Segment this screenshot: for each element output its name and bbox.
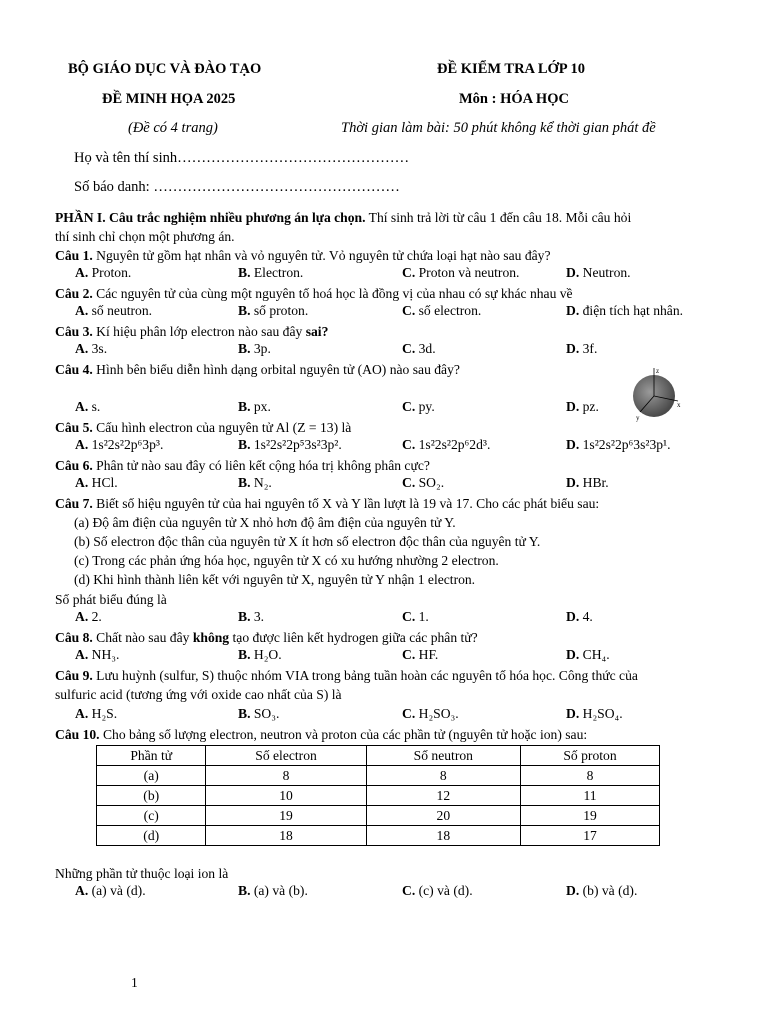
option-b[interactable]: B. Electron. — [238, 265, 304, 280]
question-label: Câu 1. — [55, 248, 93, 263]
ministry-title: BỘ GIÁO DỤC VÀ ĐÀO TẠO — [68, 61, 262, 77]
option-d[interactable]: D. điện tích hạt nhân. — [566, 303, 684, 318]
option-b[interactable]: B. 1s²2s²2p⁵3s²3p². — [238, 437, 342, 452]
part1-instruction-cont: thí sinh chỉ chọn một phương án. — [55, 229, 235, 244]
question-text: Biết số hiệu nguyên tử của hai nguyên tố X và Y lần lượt là 19 và 17. Cho các phát biểu sau: — [92, 496, 600, 511]
option-b[interactable]: B. 3p. — [238, 341, 271, 356]
question-6-options — [55, 475, 731, 494]
x-axis-label: x — [677, 401, 681, 409]
exam-title: ĐỀ KIỂM TRA LỚP 10 — [437, 61, 585, 77]
option-c[interactable]: C. HF. — [402, 647, 439, 662]
table-row — [97, 766, 660, 786]
question-8 — [55, 628, 731, 647]
option-b[interactable]: B. (a) và (b). — [238, 883, 308, 898]
question-7-options — [55, 609, 731, 628]
table-header-row — [97, 746, 660, 766]
question-10 — [55, 725, 731, 744]
option-b[interactable]: B. H₂O. — [238, 647, 282, 662]
table-cell: 19 — [206, 806, 366, 826]
exam-sample-title: ĐỀ MINH HỌA 2025 — [102, 91, 236, 107]
option-a[interactable]: A. s. — [75, 399, 101, 414]
statement-d: (d) Khi hình thành liên kết với nguyên tử X, nguyên tử Y nhận 1 electron. — [74, 572, 476, 587]
question-7 — [55, 494, 731, 513]
question-1-options — [55, 265, 731, 284]
statement-a: (a) Độ âm điện của nguyên tử X nhỏ hơn độ âm điện của nguyên tử Y. — [74, 515, 456, 530]
option-d[interactable]: D. H₂SO₄. — [566, 706, 623, 721]
table-cell: 20 — [366, 806, 520, 826]
option-c[interactable]: C. số electron. — [402, 303, 482, 318]
question-6 — [55, 456, 731, 475]
question-text: Chất nào sau đây — [92, 630, 193, 645]
question-2 — [55, 284, 731, 303]
table-cell: (c) — [97, 806, 206, 826]
option-c[interactable]: C. (c) và (d). — [402, 883, 473, 898]
option-a[interactable]: A. (a) và (d). — [75, 883, 146, 898]
option-b[interactable]: B. px. — [238, 399, 271, 414]
option-c[interactable]: C. H₂SO₃. — [402, 706, 459, 721]
question-9 — [55, 666, 731, 685]
question-emphasis: sai? — [305, 324, 329, 339]
question-label: Câu 6. — [55, 458, 93, 473]
table-cell: 18 — [206, 826, 366, 846]
question-text: Kí hiệu phân lớp electron nào sau đây — [92, 324, 306, 339]
orbital-figure — [620, 366, 684, 422]
candidate-id-line: Số báo danh: …………………………………………… — [74, 179, 400, 195]
question-3 — [55, 322, 731, 341]
question-label: Câu 8. — [55, 630, 93, 645]
question-9-text-cont: sulfuric acid (tương ứng với oxide cao nhất của S) là — [55, 687, 342, 702]
table-row — [97, 826, 660, 846]
table-cell: 8 — [206, 766, 366, 786]
table-header: Số neutron — [366, 746, 520, 766]
part1-heading — [55, 208, 731, 227]
option-a[interactable]: A. NH₃. — [75, 647, 120, 662]
question-text: Hình bên biểu diễn hình dạng orbital nguyên tử (AO) nào sau đây? — [92, 362, 460, 377]
table-header: Số proton — [521, 746, 660, 766]
question-text: Các nguyên tử của cùng một nguyên tố hoá học là đồng vị của nhau có sự khác nhau về — [92, 286, 573, 301]
option-b[interactable]: B. 3. — [238, 609, 265, 624]
candidate-name-line: Họ và tên thí sinh………………………………………… — [74, 150, 410, 166]
table-row — [97, 786, 660, 806]
question-emphasis: không — [192, 630, 230, 645]
question-1 — [55, 246, 731, 265]
page-number: 1 — [131, 975, 138, 990]
question-text: Nguyên tử gồm hạt nhân và vỏ nguyên tử. Vỏ nguyên tử chứa loại hạt nào sau đây? — [92, 248, 551, 263]
y-axis-label: y — [636, 414, 640, 422]
option-c[interactable]: C. py. — [402, 399, 435, 414]
question-text: Phân tử nào sau đây có liên kết cộng hóa trị không phân cực? — [92, 458, 430, 473]
table-cell: 18 — [366, 826, 520, 846]
option-b[interactable]: B. SO₃. — [238, 706, 280, 721]
question-text-cont: tạo được liên kết hydrogen giữa các phân tử? — [229, 630, 478, 645]
question-8-options — [55, 647, 731, 666]
part1-title: PHẦN I. Câu trắc nghiệm nhiều phương án lựa chọn. — [55, 210, 366, 225]
option-d[interactable]: D. 3f. — [566, 341, 598, 356]
option-d[interactable]: D. Neutron. — [566, 265, 631, 280]
question-5 — [55, 418, 731, 437]
table-row — [97, 806, 660, 826]
option-d[interactable]: D. 4. — [566, 609, 593, 624]
statement-b: (b) Số electron độc thân của nguyên tử X ít hơn số electron độc thân của nguyên tử Y. — [74, 534, 541, 549]
time-note: Thời gian làm bài: 50 phút không kể thời gian phát đề — [341, 120, 656, 136]
table-cell: 12 — [366, 786, 520, 806]
option-c[interactable]: C. 3d. — [402, 341, 436, 356]
table-cell: 17 — [521, 826, 660, 846]
question-9-options — [55, 706, 731, 725]
question-label: Câu 10. — [55, 727, 100, 742]
option-c[interactable]: C. 1. — [402, 609, 429, 624]
option-d[interactable]: D. (b) và (d). — [566, 883, 638, 898]
option-a[interactable]: A. H₂S. — [75, 706, 118, 721]
z-axis-label: z — [656, 367, 660, 375]
question-5-options — [55, 437, 731, 456]
question-7-prompt: Số phát biểu đúng là — [55, 592, 167, 607]
option-d[interactable]: D. CH₄. — [566, 647, 610, 662]
option-c[interactable]: C. Proton và neutron. — [402, 265, 520, 280]
question-label: Câu 4. — [55, 362, 93, 377]
question-2-options — [55, 303, 731, 322]
table-cell: (a) — [97, 766, 206, 786]
option-c[interactable]: C. 1s²2s²2p⁶2d³. — [402, 437, 491, 452]
page-count-note: (Đề có 4 trang) — [128, 120, 218, 136]
table-cell: 19 — [521, 806, 660, 826]
option-b[interactable]: B. N₂. — [238, 475, 272, 490]
question-label: Câu 9. — [55, 668, 93, 683]
table-cell: 11 — [521, 786, 660, 806]
option-a[interactable]: A. HCl. — [75, 475, 118, 490]
table-cell: (d) — [97, 826, 206, 846]
option-a[interactable]: A. Proton. — [75, 265, 132, 280]
question-text: Cho bảng số lượng electron, neutron và proton của các phần tử (nguyên tử hoặc ion) sau: — [99, 727, 588, 742]
table-cell: 10 — [206, 786, 366, 806]
question-3-options — [55, 341, 731, 360]
option-b[interactable]: B. số proton. — [238, 303, 309, 318]
table-cell: (b) — [97, 786, 206, 806]
question-text: Cấu hình electron của nguyên tử Al (Z = 13) là — [92, 420, 352, 435]
question-10-options — [55, 883, 731, 902]
part1-instruction: Thí sinh trả lời từ câu 1 đến câu 18. Mỗi câu hỏi — [365, 210, 632, 225]
particle-table — [96, 745, 660, 846]
table-header: Phần tử — [97, 746, 206, 766]
statement-c: (c) Trong các phản ứng hóa học, nguyên tử X có xu hướng nhường 2 electron. — [74, 553, 499, 568]
option-d[interactable]: D. HBr. — [566, 475, 609, 490]
question-label: Câu 3. — [55, 324, 93, 339]
table-cell: 8 — [366, 766, 520, 786]
option-a[interactable]: A. 3s. — [75, 341, 108, 356]
option-c[interactable]: C. SO₂. — [402, 475, 445, 490]
option-d[interactable]: D. pz. — [566, 399, 599, 414]
question-label: Câu 5. — [55, 420, 93, 435]
option-a[interactable]: A. số neutron. — [75, 303, 153, 318]
subject-title: Môn : HÓA HỌC — [459, 91, 569, 107]
option-a[interactable]: A. 1s²2s²2p⁶3p³. — [75, 437, 164, 452]
table-cell: 8 — [521, 766, 660, 786]
question-label: Câu 2. — [55, 286, 93, 301]
option-a[interactable]: A. 2. — [75, 609, 102, 624]
option-d[interactable]: D. 1s²2s²2p⁶3s²3p¹. — [566, 437, 671, 452]
table-header: Số electron — [206, 746, 366, 766]
question-10-prompt: Những phần tử thuộc loại ion là — [55, 866, 229, 881]
question-label: Câu 7. — [55, 496, 93, 511]
question-text: Lưu huỳnh (sulfur, S) thuộc nhóm VIA trong bảng tuần hoàn các nguyên tố hóa học. Công thức của — [92, 668, 638, 683]
